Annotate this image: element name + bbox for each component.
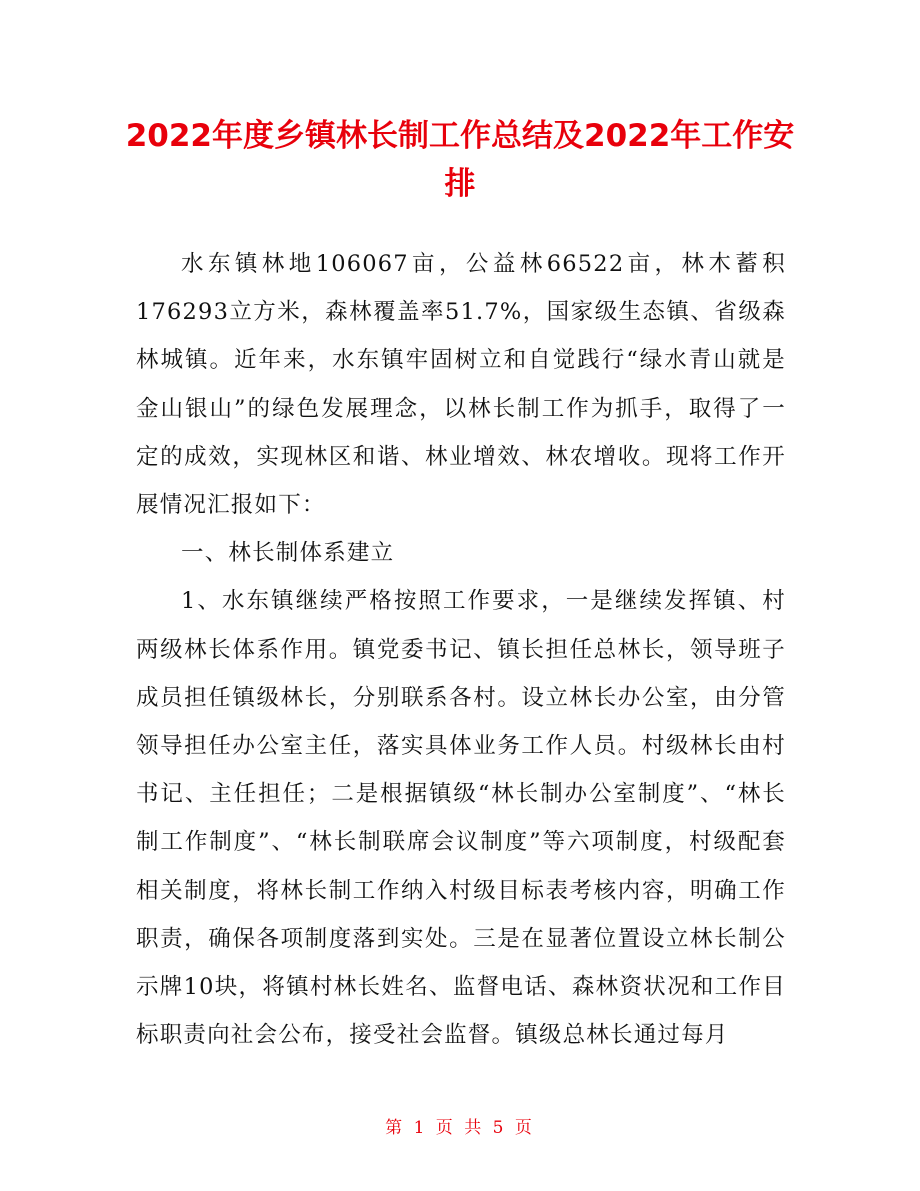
section-heading: 一、林长制体系建立: [181, 540, 395, 567]
paragraph-intro: 水东镇林地106067亩，公益林66522亩，林木蓄积176293立方米，森林覆盖率51.7%，国家级生态镇、省级森林城镇。近年来，水东镇牢固树立和自觉践行“绿水青山就是金山银山”的绿色发展理念，以林长制工作为抓手，取得了一定的成效，实现林区和谐、林业增效、林农增收。现将工作开展情况汇报如下：: [136, 251, 786, 519]
paragraph-section-1: 1、水东镇继续严格按照工作要求，一是继续发挥镇、村两级林长体系作用。镇党委书记、镇长担任总林长，领导班子成员担任镇级林长，分别联系各村。设立林长办公室，由分管领导担任办公室主任，落实具体业务工作人员。村级林长由村书记、主任担任；二是根据镇级“林长制办公室制度”、“林长制工作制度”、“林长制联席会议制度”等六项制度，村级配套相关制度，将林长制工作纳入村级目标表考核内容，明确工作职责，确保各项制度落到实处。三是在显著位置设立林长制公示牌10块，将镇村林长姓名、监督电话、森林资状况和工作目标职责向社会公布，接受社会监督。镇级总林长通过每月: [136, 588, 786, 1049]
document-title: 2022年度乡镇林长制工作总结及2022年工作安排: [125, 118, 795, 202]
document-body: [136, 240, 786, 1059]
page-footer: 第 1 页 共 5 页: [385, 1118, 535, 1138]
